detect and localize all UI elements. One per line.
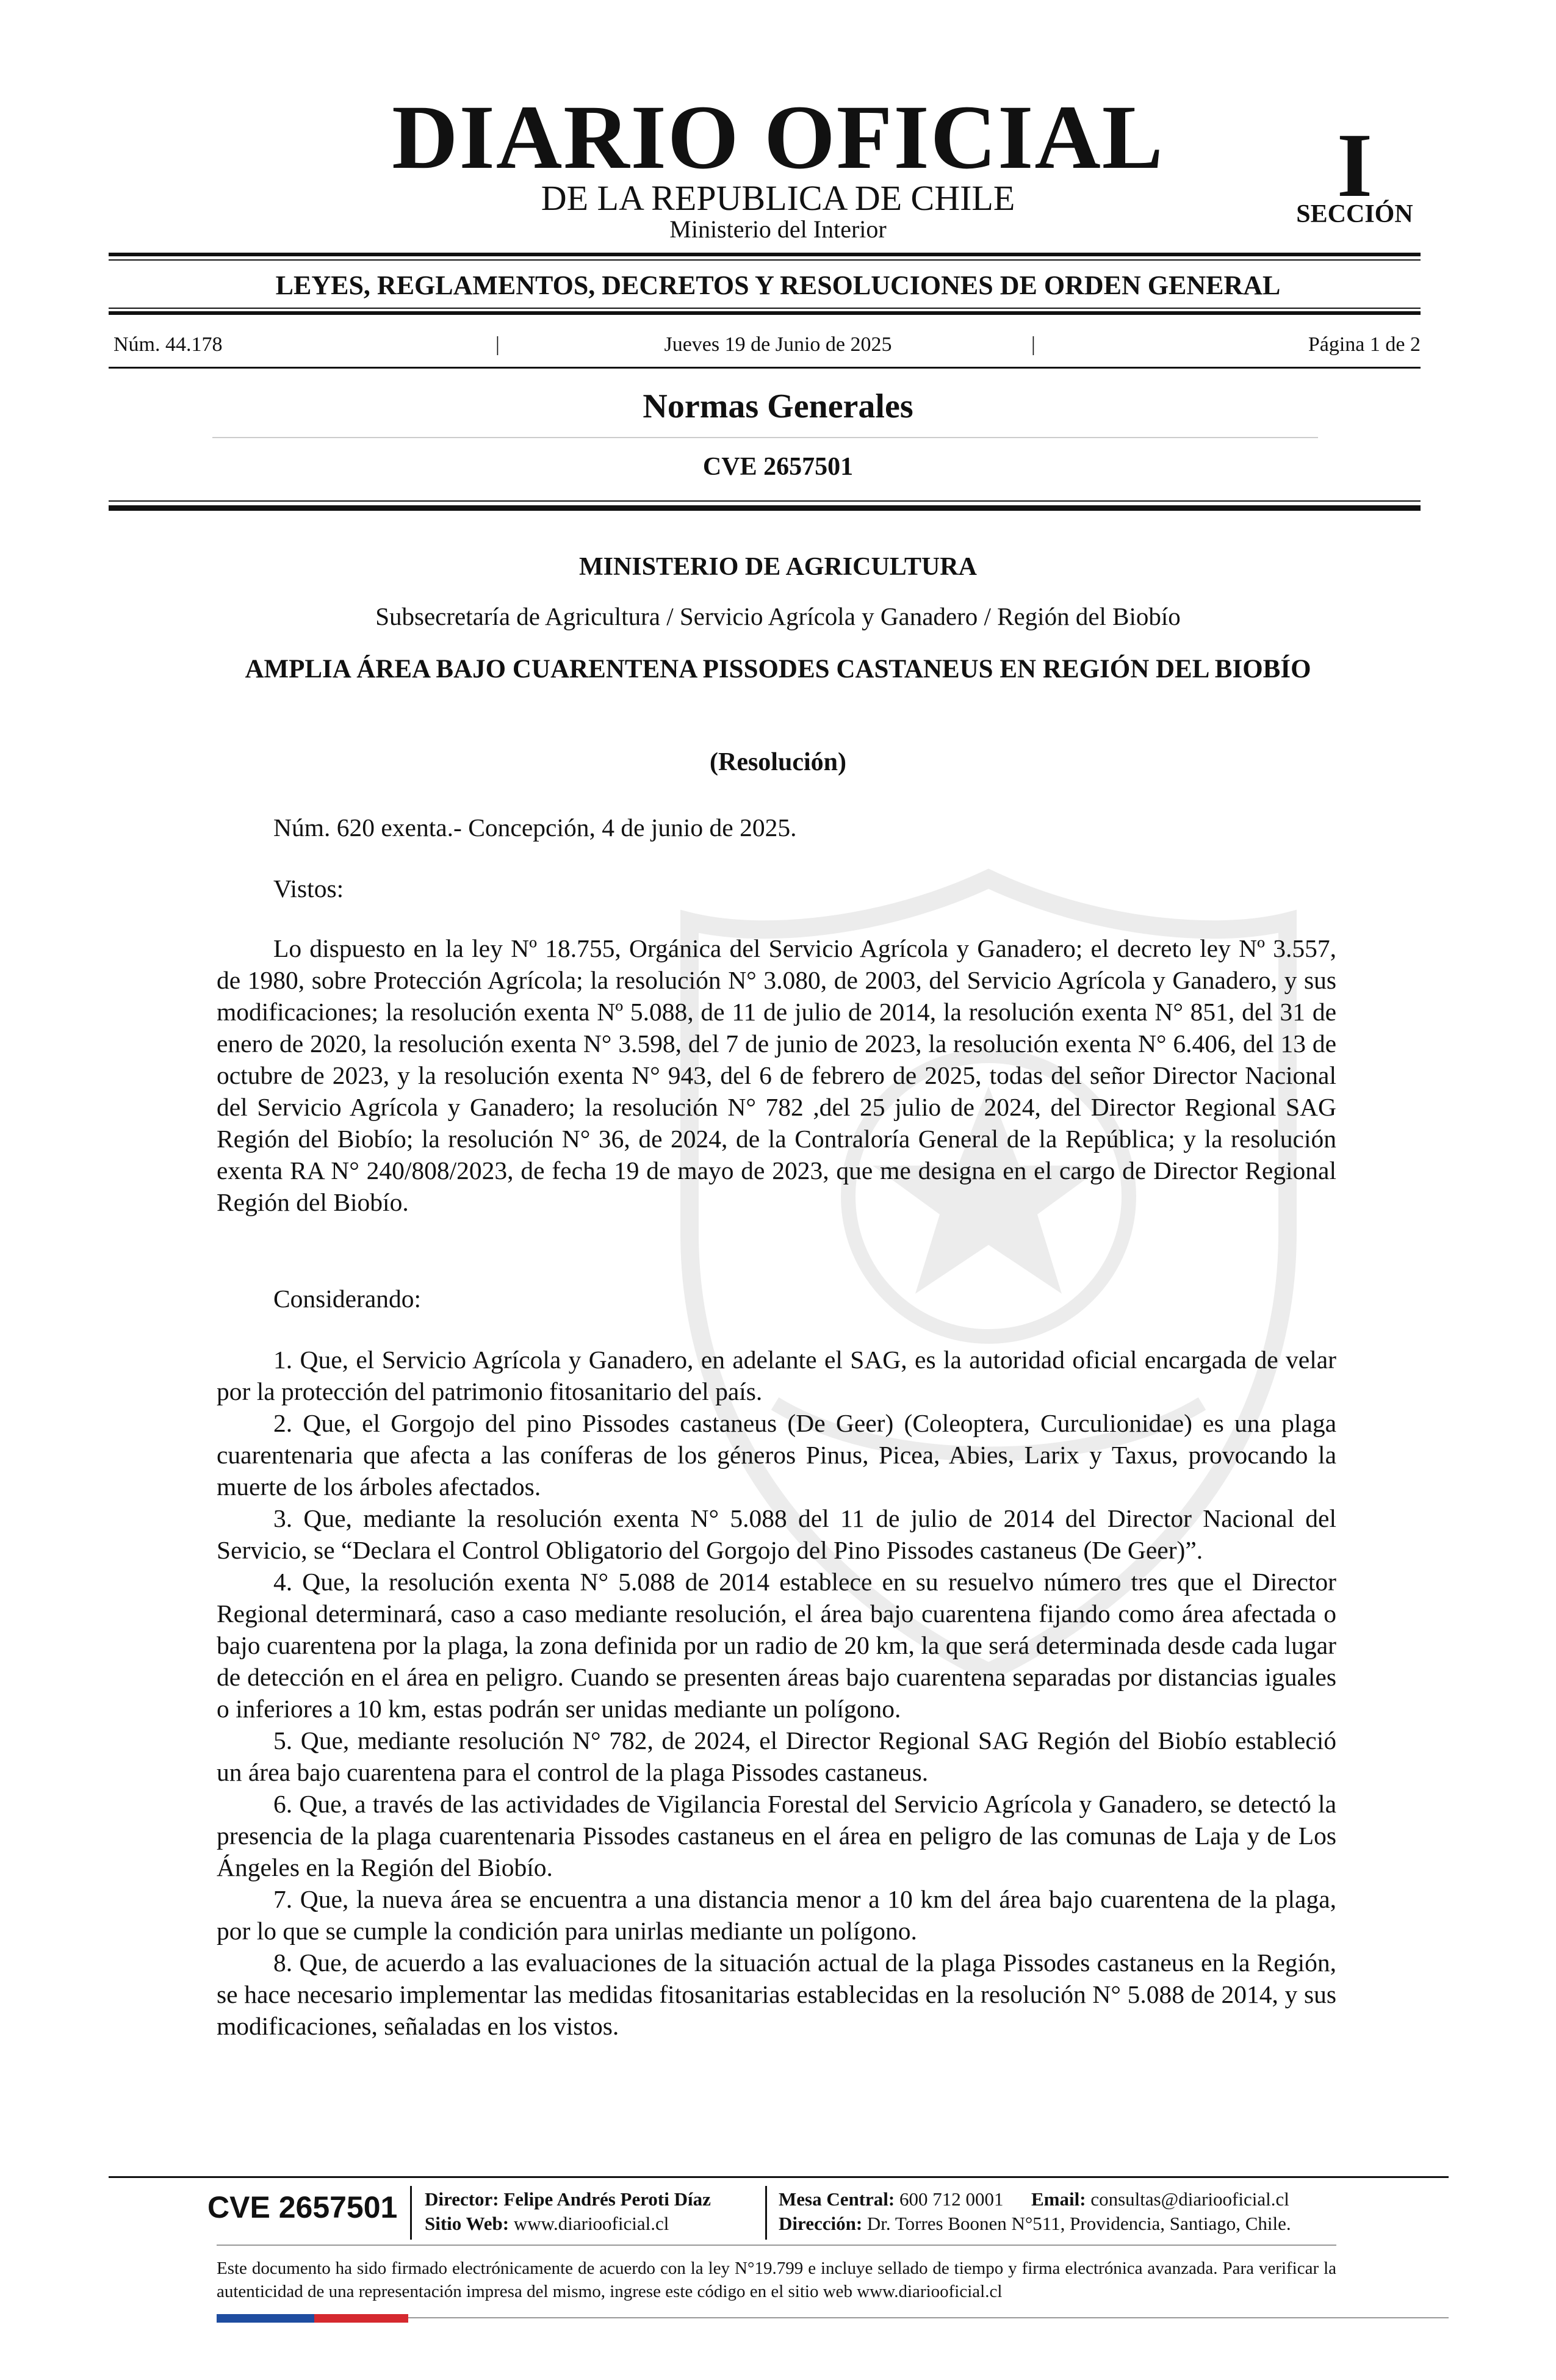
meta-separator: | bbox=[1031, 333, 1036, 356]
meta-separator: | bbox=[495, 333, 500, 356]
section-number: I bbox=[1336, 115, 1373, 216]
meta-rule bbox=[109, 367, 1421, 369]
category-rule-thin bbox=[109, 308, 1421, 309]
director-label: Director: bbox=[425, 2188, 499, 2210]
considerando-item: 8. Que, de acuerdo a las evaluaciones de la situación actual de la plaga Pissodes castaneus en la Región, se hace necesario implementar las medidas fitosanitarias establecidas en la resolución N° 5.088 de 2014, y sus modificaciones, señaladas en los vistos. bbox=[217, 1949, 1336, 2040]
flag-stripe-blue bbox=[217, 2314, 314, 2323]
category-line: LEYES, REGLAMENTOS, DECRETOS Y RESOLUCIONES DE ORDEN GENERAL bbox=[275, 270, 1281, 300]
web-label: Sitio Web: bbox=[425, 2213, 510, 2234]
issue-number: Núm. 44.178 bbox=[113, 333, 223, 356]
address-label: Dirección: bbox=[779, 2213, 863, 2234]
considerando-item: 5. Que, mediante resolución N° 782, de 2024, el Director Regional SAG Región del Biobío estableció un área bajo cuarentena para el control de la plaga Pissodes castaneus. bbox=[217, 1726, 1336, 1786]
considerando-item: 4. Que, la resolución exenta N° 5.088 de 2014 establece en su resuelvo número tres que el Director Regional determinará, caso a caso mediante resolución, el área bajo cuarentena fijando como área afectada o bajo cuarentena por la plaga, la zona definida por un radio de 20 km, la que será determinada desde cada lugar de detección en el área en peligro. Cuando se presenten áreas bajo cuarentena separadas por distancias iguales o inferiores a 10 km, estas podrán ser unidas mediante un polígono. bbox=[217, 1568, 1336, 1723]
masthead-subtitle: DE LA REPUBLICA DE CHILE bbox=[541, 178, 1015, 218]
section-title: Normas Generales bbox=[643, 388, 913, 425]
flag-stripe-red bbox=[314, 2314, 408, 2323]
resolution-number: Núm. 620 exenta.- Concepción, 4 de junio de 2025. bbox=[273, 813, 797, 842]
page-indicator: Página 1 de 2 bbox=[1308, 333, 1421, 356]
footer-contact-block bbox=[779, 2187, 1291, 2236]
footer-divider bbox=[765, 2186, 767, 2240]
footer-address-line bbox=[779, 2212, 1291, 2236]
subsecretaria: Subsecretaría de Agricultura / Servicio Agrícola y Ganadero / Región del Biobío bbox=[375, 602, 1181, 630]
footer-director-line bbox=[425, 2187, 711, 2212]
web-link[interactable]: www.diariooficial.cl bbox=[513, 2213, 669, 2234]
footer-rule-top bbox=[109, 2176, 1449, 2178]
considerando-item: 2. Que, el Gorgojo del pino Pissodes castaneus (De Geer) (Coleoptera, Curculionidae) es una plaga cuarentenaria que afecta a las coníferas de los géneros Pinus, Picea, Abies, Larix y Taxus, provocando la muerte de los árboles afectados. bbox=[217, 1409, 1336, 1501]
footer-cve: CVE 2657501 bbox=[207, 2190, 398, 2224]
resolution-type: (Resolución) bbox=[710, 748, 846, 776]
masthead-rule-top bbox=[109, 253, 1421, 256]
director-name: Felipe Andrés Peroti Díaz bbox=[503, 2188, 711, 2210]
section-label: SECCIÓN bbox=[1296, 200, 1413, 228]
footer-rule-mid bbox=[217, 2245, 1336, 2246]
masthead-ministry: Ministerio del Interior bbox=[669, 215, 887, 243]
considerando-label: Considerando: bbox=[273, 1285, 422, 1313]
vistos-label: Vistos: bbox=[273, 874, 344, 903]
ministry-name: MINISTERIO DE AGRICULTURA bbox=[579, 553, 977, 581]
considerando-item: 1. Que, el Servicio Agrícola y Ganadero, en adelante el SAG, es la autoridad oficial encargada de velar por la protección del patrimonio fitosanitario del país. bbox=[217, 1346, 1336, 1405]
mesa-value: 600 712 0001 bbox=[899, 2188, 1004, 2210]
footer-director-block bbox=[425, 2187, 711, 2236]
resolution-heading: AMPLIA ÁREA BAJO CUARENTENA PISSODES CASTANEUS EN REGIÓN DEL BIOBÍO bbox=[245, 655, 1311, 683]
footer-divider bbox=[410, 2186, 412, 2240]
issue-date: Jueves 19 de Junio de 2025 bbox=[664, 333, 892, 356]
category-rule bbox=[109, 311, 1421, 315]
footer-legal-notice: Este documento ha sido firmado electrónicamente de acuerdo con la ley N°19.799 e incluye sellado de tiempo y firma electrónica avanzada. Para verificar la autenticidad de una representación impresa del mismo, ingrese este código en el sitio web www.diariooficial.cl bbox=[217, 2259, 1336, 2301]
considerando-item: 7. Que, la nueva área se encuentra a una distancia menor a 10 km del área bajo cuarentena de la plaga, por lo que se cumple la condición para unirlas mediante un polígono. bbox=[217, 1885, 1336, 1945]
considerando-list bbox=[217, 1344, 1336, 2042]
address-value: Dr. Torres Boonen N°511, Providencia, Santiago, Chile. bbox=[866, 2213, 1291, 2234]
email-link[interactable]: consultas@diariooficial.cl bbox=[1090, 2188, 1289, 2210]
email-label: Email: bbox=[1031, 2188, 1086, 2210]
footer-web-line bbox=[425, 2212, 711, 2236]
footer-phone-email-line bbox=[779, 2187, 1291, 2212]
masthead-title: DIARIO OFICIAL bbox=[392, 87, 1164, 188]
cve-rule bbox=[109, 505, 1421, 511]
section-title-rule bbox=[212, 437, 1318, 438]
vistos-body: Lo dispuesto en la ley Nº 18.755, Orgánica del Servicio Agrícola y Ganadero; el decreto ley Nº 3.557, de 1980, sobre Protección Agrícola; la resolución N° 3.080, de 2003, del Servicio Agrícola y Ganadero, y sus modificaciones; la resolución exenta Nº 5.088, de 11 de julio de 2014, la resolución exenta N° 851, del 31 de enero de 2020, la resolución exenta N° 3.598, del 7 de junio de 2023, la resolución exenta N° 6.406, del 13 de octubre de 2023, y la resolución exenta N° 943, del 6 de febrero de 2025, todas del señor Director Nacional del Servicio Agrícola y Ganadero; la resolución N° 782 ,del 25 julio de 2024, del Director Regional SAG Región del Biobío; la resolución N° 36, de 2024, de la Contraloría General de la República; y la resolución exenta RA N° 240/808/2023, de fecha 19 de mayo de 2023, que me designa en el cargo de Director Regional Región del Biobío. bbox=[217, 934, 1336, 1216]
cve-code: CVE 2657501 bbox=[702, 453, 854, 481]
considerando-item: 3. Que, mediante la resolución exenta N° 5.088 del 11 de julio de 2014 del Director Nacional del Servicio, se “Declara el Control Obligatorio del Gorgojo del Pino Pissodes castaneus (De Geer)”. bbox=[217, 1504, 1336, 1564]
cve-rule-thin bbox=[109, 500, 1421, 502]
considerando-item: 6. Que, a través de las actividades de Vigilancia Forestal del Servicio Agrícola y Ganadero, se detectó la presencia de la plaga cuarentenaria Pissodes castaneus en el área en peligro de las comunas de Laja y de Los Ángeles en la Región del Biobío. bbox=[217, 1790, 1336, 1881]
mesa-label: Mesa Central: bbox=[779, 2188, 895, 2210]
footer-rule-bottom bbox=[408, 2317, 1449, 2318]
masthead-rule-top-thin bbox=[109, 259, 1421, 261]
